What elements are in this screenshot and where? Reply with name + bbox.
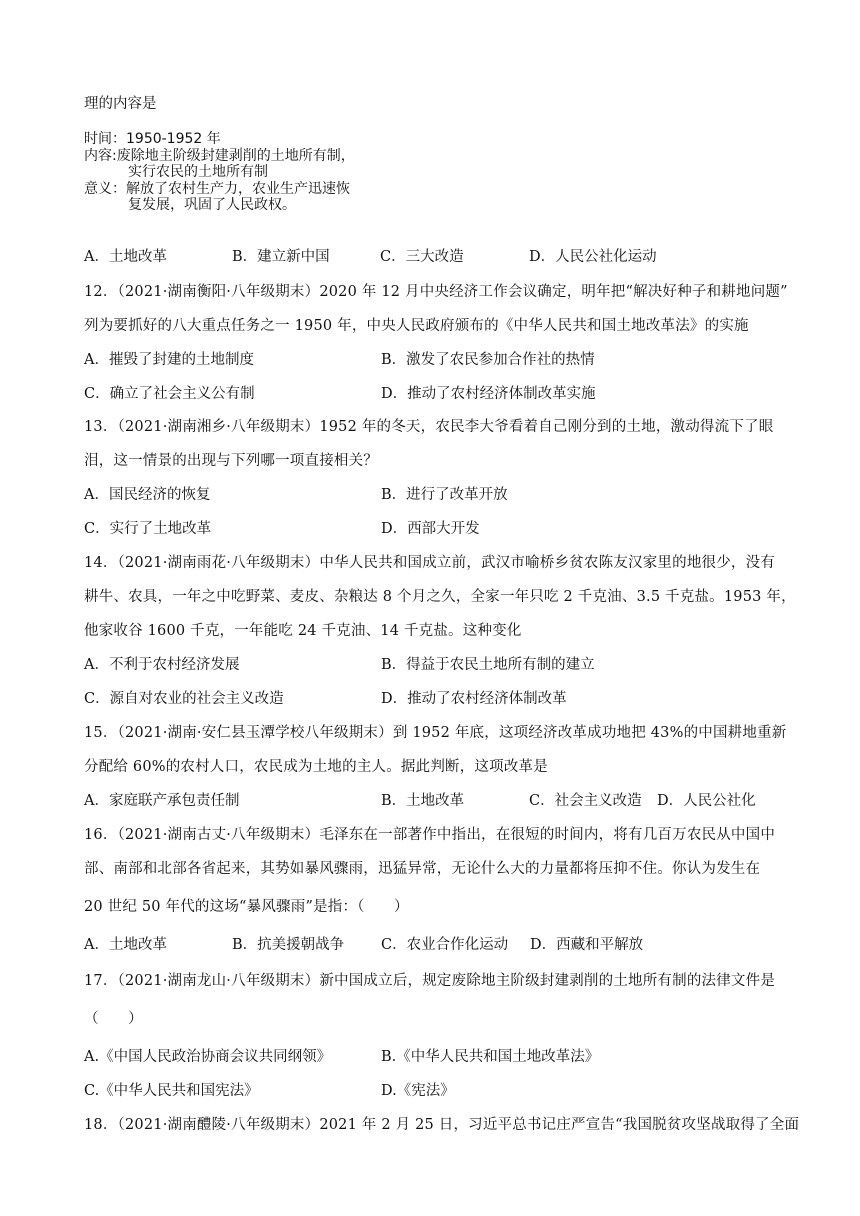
q18-stem-line1: 18．（2021·湖南醴陵·八年级期末）2021 年 2 月 25 日，习近平总书记庄严宣告“我国脱贫攻坚战取得了全面 [84,1117,800,1133]
q13-option-c[interactable]: C．实行了土地改革 [84,521,212,537]
q17-option-c[interactable]: C.《中华人民共和国宪法》 [84,1083,259,1099]
q14-option-d[interactable]: D．推动了农村经济体制改革 [381,691,567,707]
q16-option-c[interactable]: C．农业合作化运动 [381,937,509,953]
q14-stem-line3: 他家收谷 1600 千克，一年能吃 24 千克油、14 千克盐。这种变化 [84,623,522,639]
q17-stem-line1: 17．（2021·湖南龙山·八年级期末）新中国成立后，规定废除地主阶级封建剥削的土地所有制的法律文件是 [84,973,776,989]
material-content: 内容:废除地主阶级封建剥削的土地所有制， [84,147,355,164]
q16-option-b[interactable]: B．抗美援朝战争 [232,937,345,953]
q12-option-d[interactable]: D．推动了农村经济体制改革实施 [381,386,596,402]
q17-option-d[interactable]: D.《宪法》 [381,1083,455,1099]
q15-option-d[interactable]: D．人民公社化 [657,793,756,809]
q12-option-c[interactable]: C．确立了社会主义公有制 [84,386,255,402]
material-content-cont: 实行农民的土地所有制 [128,164,268,180]
question-stem-tail: 理的内容是 [84,96,157,112]
q16-stem-line3: 20 世纪 50 年代的这场“暴风骤雨”是指：（ ） [84,899,409,915]
q15-stem-line2: 分配给 60%的农村人口，农民成为土地的主人。据此判断，这项改革是 [84,759,548,775]
q13-option-d[interactable]: D．西部大开发 [381,521,480,537]
q12-option-a[interactable]: A．摧毁了封建的土地制度 [84,352,254,368]
q17-option-a[interactable]: A.《中国人民政治协商会议共同纲领》 [84,1049,332,1065]
q11-option-a[interactable]: A．土地改革 [84,249,167,265]
material-time: 时间：1950-1952 年 [84,131,221,147]
q11-option-d[interactable]: D．人民公社化运动 [529,249,657,265]
q15-stem-line1: 15．（2021·湖南·安仁县玉潭学校八年级期末）到 1952 年底，这项经济改革成功地把 43%的中国耕地重新 [84,725,787,741]
q16-option-d[interactable]: D．西藏和平解放 [530,937,644,953]
material-significance-cont: 复发展，巩固了人民政权。 [128,197,296,213]
q16-option-a[interactable]: A．土地改革 [84,937,167,953]
q14-stem-line2: 耕牛、农具，一年之中吃野菜、麦皮、杂粮达 8 个月之久，全家一年只吃 2 千克油、3.5 千克盐。1953 年， [84,589,796,605]
q14-option-c[interactable]: C．源自对农业的社会主义改造 [84,691,284,707]
q11-option-b[interactable]: B．建立新中国 [232,249,330,265]
q13-option-a[interactable]: A．国民经济的恢复 [84,487,211,503]
material-significance: 意义：解放了农村生产力，农业生产迅速恢 [84,180,350,197]
q11-option-c[interactable]: C．三大改造 [380,249,464,265]
q15-option-b[interactable]: B．土地改革 [381,793,465,809]
q14-stem-line1: 14．（2021·湖南雨花·八年级期末）中华人民共和国成立前，武汉市喻桥乡贫农陈友汉家里的地很少，没有 [84,555,776,571]
q13-stem-line1: 13．（2021·湖南湘乡·八年级期末）1952 年的冬天，农民李大爷看着自己刚分到的土地，激动得流下了眼 [84,419,774,435]
q17-option-b[interactable]: B.《中华人民共和国土地改革法》 [381,1049,600,1065]
q12-option-b[interactable]: B．激发了农民参加合作社的热情 [381,352,595,368]
q16-stem-line2: 部、南部和北部各省起来，其势如暴风骤雨，迅猛异常，无论什么大的力量都将压抑不住。你认为发生在 [84,861,761,877]
material-box [84,131,384,214]
q17-stem-line2: （ ） [84,1011,143,1027]
q13-option-b[interactable]: B．进行了改革开放 [381,487,508,503]
q14-option-a[interactable]: A．不利于农村经济发展 [84,657,240,673]
q15-option-a[interactable]: A．家庭联产承包责任制 [84,793,240,809]
q16-stem-line1: 16．（2021·湖南古丈·八年级期末）毛泽东在一部著作中指出，在很短的时间内，将有几百万农民从中国中 [84,827,776,843]
q12-stem-line1: 12．（2021·湖南衡阳·八年级期末）2020 年 12 月中央经济工作会议确定，明年把“解决好种子和耕地问题” [84,284,788,300]
q14-option-b[interactable]: B．得益于农民土地所有制的建立 [381,657,595,673]
q15-option-c[interactable]: C．社会主义改造 [529,793,642,809]
q13-stem-line2: 泪，这一情景的出现与下列哪一项直接相关？ [84,453,378,469]
q12-stem-line2: 列为要抓好的八大重点任务之一 1950 年，中央人民政府颁布的《中华人民共和国土地改革法》的实施 [84,318,749,334]
